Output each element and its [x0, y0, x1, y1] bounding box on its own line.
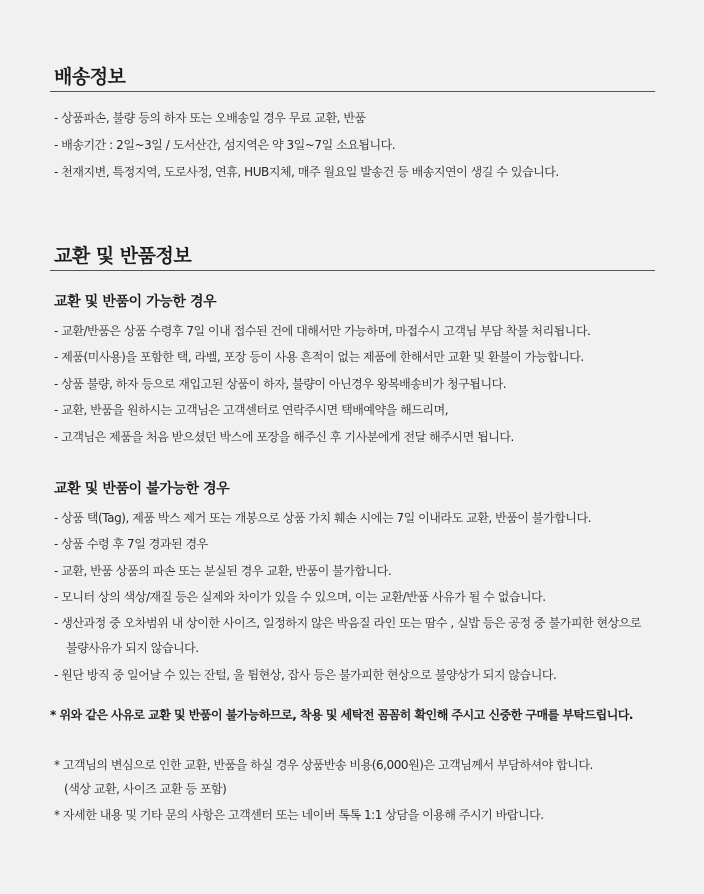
exchange-divider: [50, 270, 655, 271]
impossible-item: - 원단 방직 중 일어날 수 있는 잔털, 울 튐현상, 잡사 등은 불가피한 현상으로 불양상가 되지 않습니다.: [54, 668, 557, 682]
impossible-item: - 상품 택(Tag), 제품 박스 제거 또는 개봉으로 상품 가치 훼손 시에는 7일 이내라도 교환, 반품이 불가합니다.: [54, 511, 591, 525]
impossible-title: 교환 및 반품이 불가능한 경우: [54, 481, 230, 497]
impossible-item-continued: 불량사유가 되지 않습니다.: [66, 641, 199, 655]
possible-item: - 고객님은 제품을 처음 받으셨던 박스에 포장을 해주신 후 기사분에게 전달 해주시면 됩니다.: [54, 430, 514, 444]
shipping-item: - 천재지변, 특정지역, 도로사정, 연휴, HUB지체, 매주 월요일 발송건 등 배송지연이 생길 수 있습니다.: [54, 165, 559, 179]
shipping-item: - 상품파손, 불량 등의 하자 또는 오배송일 경우 무료 교환, 반품: [54, 111, 366, 125]
note-item: * 자세한 내용 및 기타 문의 사항은 고객센터 또는 네이버 톡톡 1:1 상담을 이용해 주시기 바랍니다.: [54, 808, 544, 822]
shipping-item: - 배송기간 : 2일~3일 / 도서산간, 섬지역은 약 3일~7일 소요됩니다.: [54, 138, 396, 152]
shipping-title: 배송정보: [54, 66, 126, 88]
note-item-continued: (색상 교환, 사이즈 교환 등 포함): [64, 782, 227, 796]
possible-item: - 제품(미사용)을 포함한 택, 라벨, 포장 등이 사용 흔적이 없는 제품에 한해서만 교환 및 환불이 가능합니다.: [54, 350, 584, 364]
possible-item: - 상품 불량, 하자 등으로 재입고된 상품이 하자, 불량이 아닌경우 왕복배송비가 청구됩니다.: [54, 377, 507, 391]
warning-note: * 위와 같은 사유로 교환 및 반품이 불가능하므로, 착용 및 세탁전 꼼꼼히 확인해 주시고 신중한 구매를 부탁드립니다.: [50, 708, 633, 722]
possible-item: - 교환, 반품을 원하시는 고객님은 고객센터로 연락주시면 택배예약을 해드리며,: [54, 403, 449, 417]
possible-title: 교환 및 반품이 가능한 경우: [54, 294, 217, 310]
impossible-item: - 모니터 상의 색상/재질 등은 실제와 차이가 있을 수 있으며, 이는 교환/반품 사유가 될 수 없습니다.: [54, 590, 546, 604]
shipping-divider: [50, 91, 655, 92]
note-item: * 고객님의 변심으로 인한 교환, 반품을 하실 경우 상품반송 비용(6,000원)은 고객님께서 부담하셔야 합니다.: [54, 758, 593, 772]
possible-item: - 교환/반품은 상품 수령후 7일 이내 접수된 건에 대해서만 가능하며, 마접수시 고객님 부담 착불 처리됩니다.: [54, 324, 591, 338]
impossible-item: - 상품 수령 후 7일 경과된 경우: [54, 537, 208, 551]
exchange-title: 교환 및 반품정보: [54, 245, 192, 267]
impossible-item: - 교환, 반품 상품의 파손 또는 분실된 경우 교환, 반품이 불가합니다.: [54, 564, 392, 578]
impossible-item: - 생산과정 중 오차범위 내 상이한 사이즈, 일정하지 않은 박음질 라인 또는 땀수 , 실밥 등은 공정 중 불가피한 현상으로: [54, 616, 642, 630]
